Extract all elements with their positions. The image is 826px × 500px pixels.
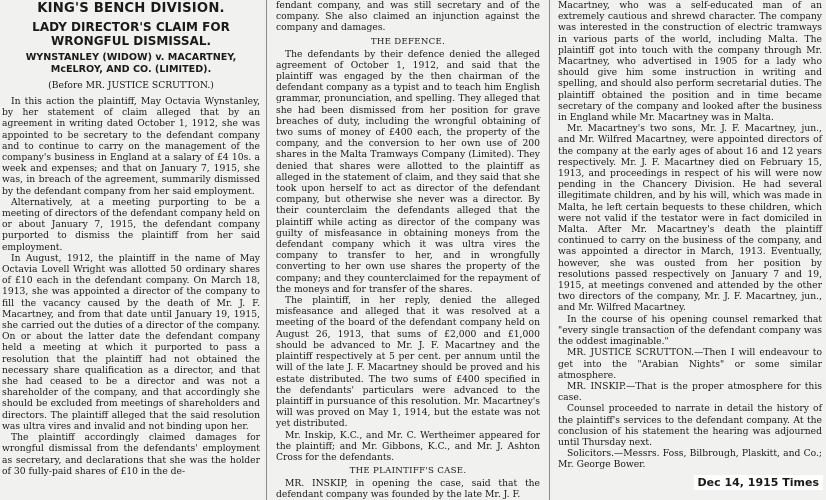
paragraph: The plaintiff accordingly claimed damages for wrongful dismissal from the defendants' employment as secretary, and declarations that she was the holder of 30 fully-paid shares of £10 in the de- <box>2 432 260 477</box>
paragraph: fendant company, and was still secretary and of the company. She also claimed an injunction against the company and damages. <box>276 0 540 34</box>
plaintiff-case-heading: THE PLAINTIFF'S CASE. <box>349 466 467 477</box>
paragraph: In this action the plaintiff, May Octavia Wynstanley, by her statement of claim alleged that by an agreement in writing dated October 1, 1912, she was appointed to be secretary to the defendant company and to continue to carry on the management of the company's business in England at a salary of £4 10s. a week and expenses; and that on January 7, 1915, she was, in breach of the agreement, summarily dismissed by the defendant company from her said employment. <box>2 96 260 197</box>
paragraph: MR. INSKIP.—That is the proper atmosphere for this case. <box>558 380 822 404</box>
paragraph: Mr. Inskip, K.C., and Mr. C. Wertheimer appeared for the plaintiff; and Mr. Gibbons, K.C., and Mr. J. Ashton Cross for the defendants. <box>276 429 540 463</box>
paragraph: Solicitors.—Messrs. Foss, Bilbrough, Plaskitt, and Co.; Mr. George Bower. <box>558 448 822 471</box>
date-source-stamp: Dec 14, 1915 Times <box>694 475 823 490</box>
column-rule <box>266 0 267 500</box>
defence-heading: THE DEFENCE. <box>370 36 446 47</box>
case-name: WYNSTANLEY (WIDOW) v. MACARTNEY, McELROY, AND CO. (LIMITED). <box>25 52 237 75</box>
paragraph: Alternatively, at a meeting purporting to be a meeting of directors of the defendant company held on or about January 7, 1915, the defendant company purported to dismiss the plaintiff from her said employment. <box>2 196 260 253</box>
judge-line: (Before MR. JUSTICE SCRUTTON.) <box>48 80 214 91</box>
paragraph: In August, 1912, the plaintiff in the name of May Octavia Lovell Wright was allotted 50 ordinary shares of £10 each in the defendant company. On March 18, 1913, she was appointed a director of the company to fill the vacancy caused by the death of Mr. J. F. Macartney, and from that date until January 19, 1915, she carried out the duties of a director of the company. On or about the latter date the defendant company held a meeting at which it purported to pass a resolution that the plaintiff had not obtained the necessary share qualification as a director, and that she had ceased to be a director and was not a shareholder of the company, and that accordingly she should be excluded from meetings of shareholders and directors. The plaintiff alleged that the said resolution was ultra vires and invalid and not binding upon her. <box>2 252 260 432</box>
paragraph: The plaintiff, in her reply, denied the alleged misfeasance and alleged that it was resolved at a meeting of the board of the defendant company held on August 26, 1913, that sums of £2,000 and £1,000 should be advanced to Mr. J. F. Macartney and the plaintiff respectively at 5 per cent. per annum until the will of the late J. F. Macartney should be proved and his estate distributed. The two sums of £400 specified in the defendants' particulars were advanced to the plaintiff in pursuance of this resolution. Mr. Macartney's will was proved on May 1, 1914, but the estate was not yet distributed. <box>276 295 540 430</box>
paragraph: The defendants by their defence denied the alleged agreement of October 1, 1912, and said that the plaintiff was engaged by the then chairman of the defendant company as a typist and to teach him English grammar, pronunciation, and spelling. They alleged that she had been dismissed from her position for grave breaches of duty, including the wrongful obtaining of two sums of money of £400 each, the property of the company, and the conversion to her own use of 200 shares in the Malta Tramways Company (Limited). They denied that shares were allotted to the plaintiff as alleged in the statement of claim, and they said that she took upon herself to act as director of the defendant company, but otherwise she never was a director. By their counterclaim the defendants alleged that the plaintiff while acting as director of the company was guilty of misfeasance in obtaining moneys from the defendant company which it was ultra vires the company to transfer to her, and in wrongfully converting to her own use shares the property of the company; and they counterclaimed for the repayment of the moneys and for transfer of the shares. <box>276 48 540 295</box>
paragraph: MR. JUSTICE SCRUTTON.—Then I will endeavour to get into the "Arabian Nights" or some similar atmosphere. <box>558 347 822 381</box>
column-1 <box>0 0 262 500</box>
paragraph: Macartney, who was a self-educated man of an extremely cautious and shrewd character. The company was interested in the construction of electric tramways in various parts of the world, including Malta. The plaintiff got into touch with the company through Mr. Macartney, who advertised in 1905 for a lady who should give him some instruction in writing and spelling, and should also perform secretarial duties. The plaintiff obtained the position and in time became secretary of the company and looked after the business in England while Mr. Macartney was in Malta. <box>558 0 822 124</box>
paragraph: Mr. Macartney's two sons, Mr. J. F. Macartney, jun., and Mr. Wilfred Macartney, were appointed directors of the company at the early ages of about 16 and 12 years respectively. Mr. J. F. Macartney died on February 15, 1913, and proceedings in respect of his will were now pending in the Chancery Division. He had several illegitimate children, and by his will, which was made in Malta, he left certain bequests to these children, which were not valid if the testator were in fact domiciled in Malta. After Mr. Macartney's death the plaintiff continued to carry on the business of the company, and was appointed a director in March, 1913. Eventually, however, she was ousted from her position by resolutions passed respectively on January 7 and 19, 1915, at meetings convened and attended by the other two directors of the company, Mr. J. F. Macartney, jun., and Mr. Wilfred Macartney. <box>558 123 822 314</box>
paragraph: Counsel proceeded to narrate in detail the history of the plaintiff's services to the defendant company. At the conclusion of his statement the hearing was adjourned until Thursday next. <box>558 403 822 448</box>
column-2 <box>272 0 544 500</box>
paragraph: In the course of his opening counsel remarked that "every single transaction of the defendant company was the oddest imaginable." <box>558 313 822 348</box>
article-title: LADY DIRECTOR'S CLAIM FOR WRONGFUL DISMISSAL. <box>32 20 230 48</box>
section-header: KING'S BENCH DIVISION. <box>37 1 225 16</box>
column-rule <box>549 0 550 500</box>
column-3 <box>556 0 826 500</box>
paragraph: MR. INSKIP, in opening the case, said that the defendant company was founded by the late Mr. J. F. <box>276 478 540 500</box>
